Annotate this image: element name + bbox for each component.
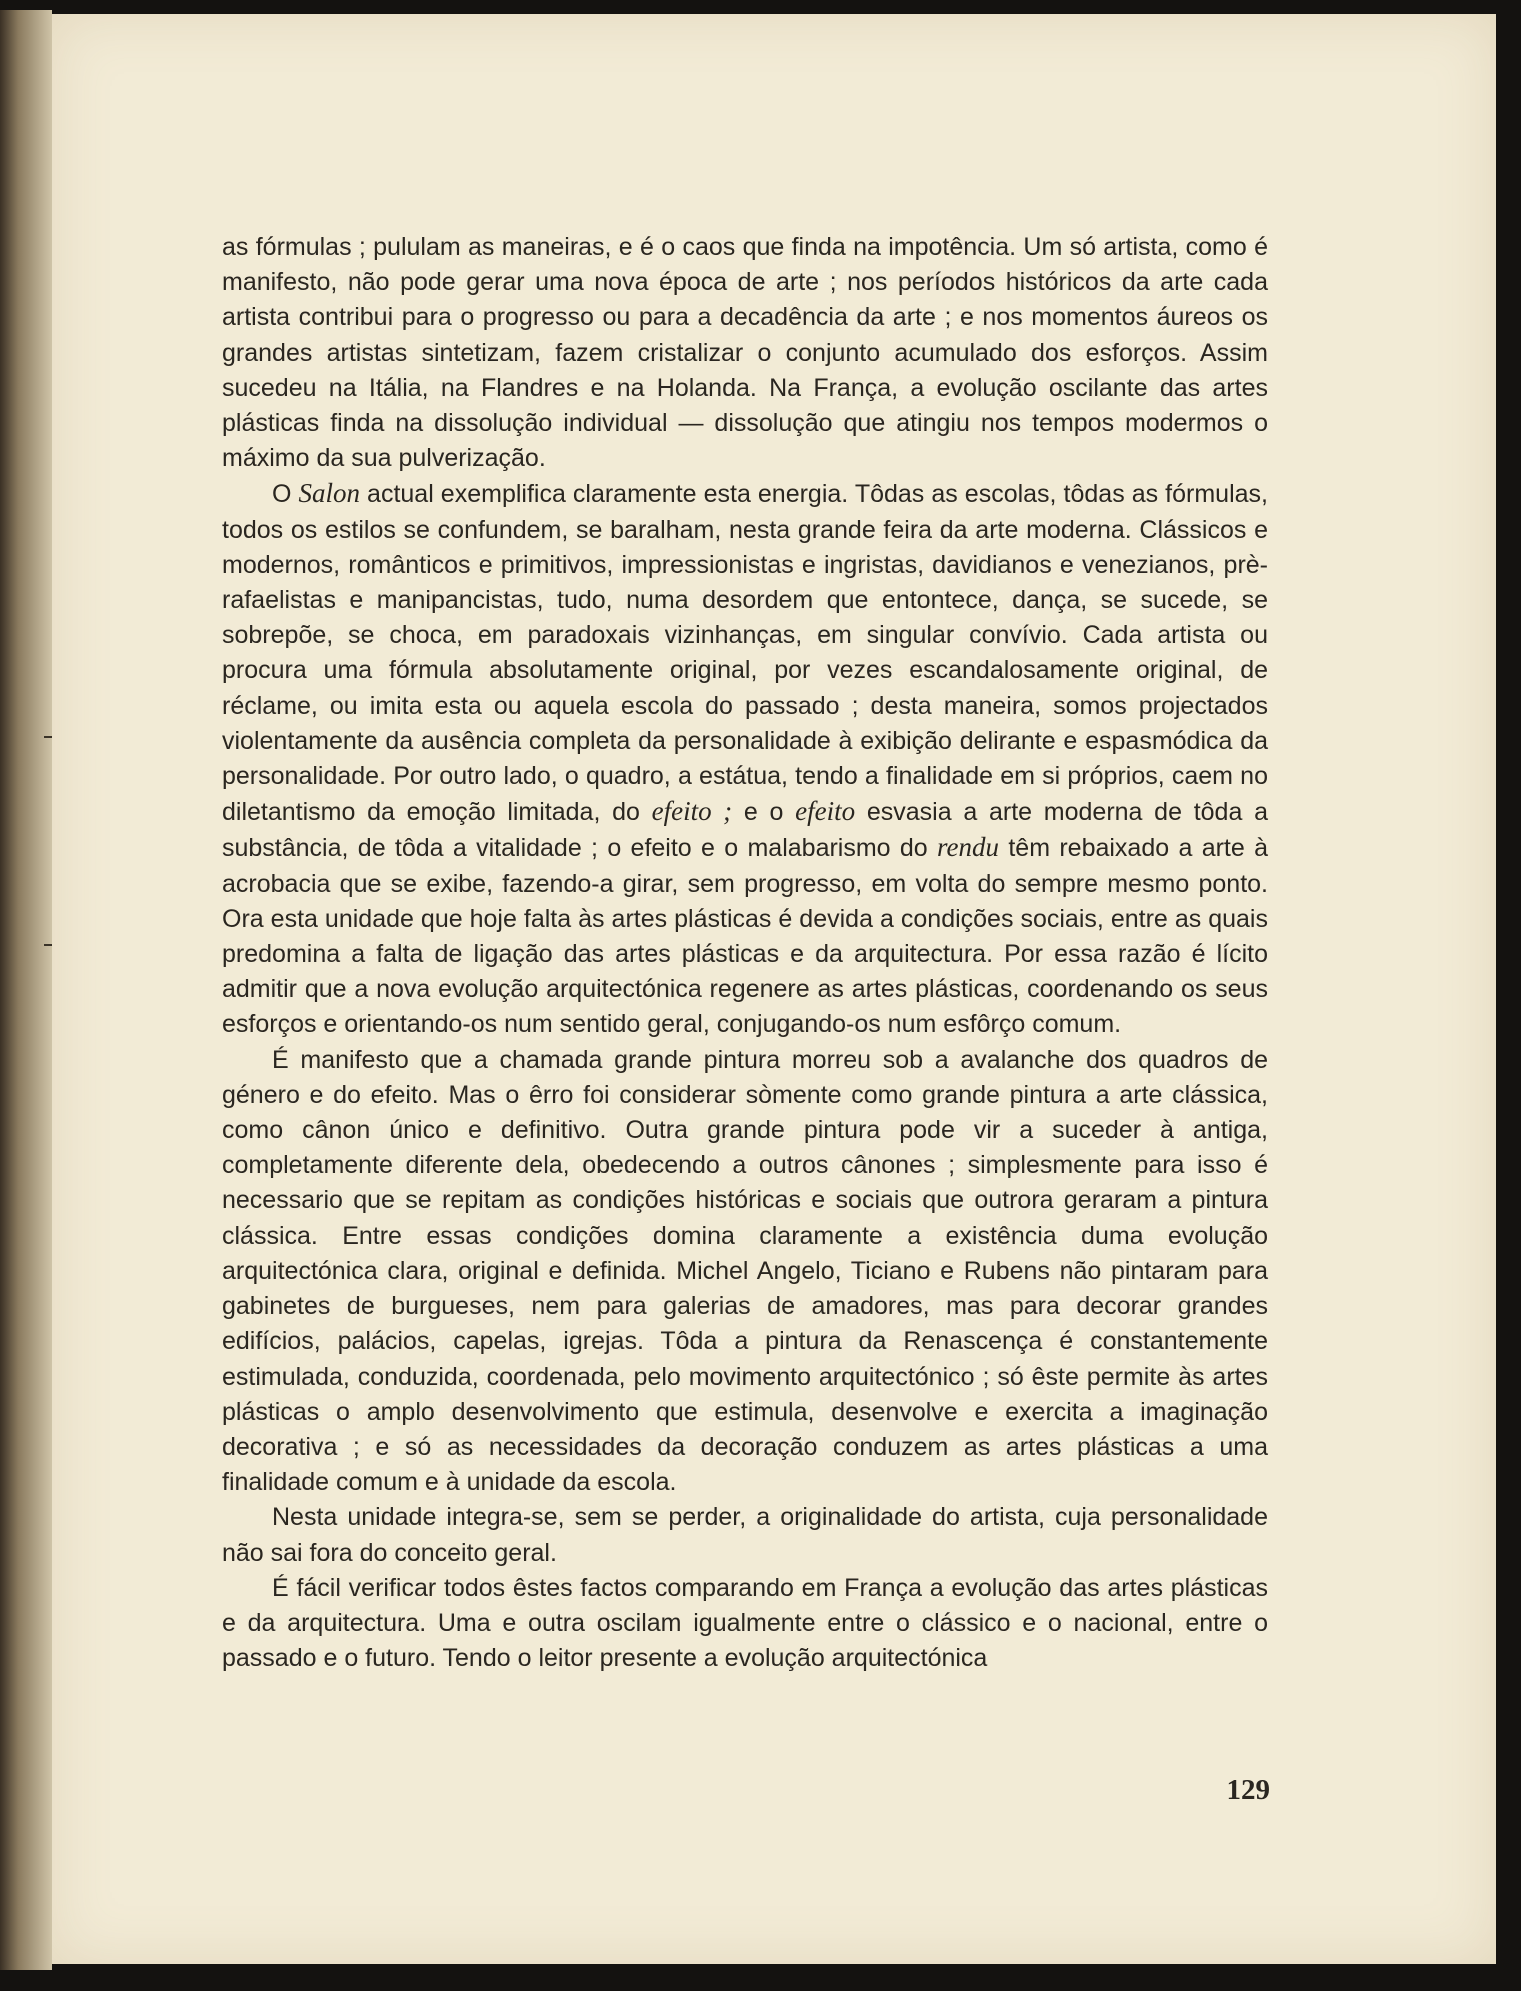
italic-text: efeito ;	[651, 796, 733, 827]
italic-text: rendu	[937, 832, 1000, 863]
paragraph	[222, 1043, 1268, 1501]
text-segment: actual exemplifica claramente esta energia. Tôdas as escolas, tôdas as fórmulas, todos os estilos se confundem, se baralham, nesta grande feira da arte moderna. Clássicos e modernos, românticos e primitivos, impressionistas e ingristas, davidianos e venezianos, prè-rafaelistas e manipancistas, tudo, numa desordem que entontece, dança, se sucede, se sobrepõe, se choca, em paradoxais vizinhanças, em singular convívio. Cada artista ou procura uma fórmula absolutamente original, por vezes escandalosamente original, de réclame, ou imita esta ou aquela escola do passado ; desta maneira, somos projectados violentamente da ausência completa da personalidade à exibição delirante e espasmódica da personalidade. Por outro lado, o quadro, a estátua, tendo a finalidade em si próprios, caem no diletantismo da emoção limitada, do	[222, 480, 1268, 827]
text-segment: Nesta unidade integra-se, sem se perder, a originalidade do artista, cuja personalidade não sai fora do conceito geral.	[222, 1503, 1268, 1567]
text-segment: O	[272, 480, 299, 509]
paragraph	[222, 230, 1268, 476]
text-segment: É fácil verificar todos êstes factos comparando em França a evolução das artes plásticas e da arquitectura. Uma e outra oscilam igualmente entre o clássico e o nacional, entre o passado e o futuro. Tendo o leitor presente a evolução arquitectónica	[222, 1573, 1268, 1673]
paragraph	[222, 1571, 1268, 1677]
paragraph	[222, 1500, 1268, 1570]
text-segment: e o	[732, 798, 796, 827]
italic-text: Salon	[298, 478, 361, 509]
text-segment: têm rebaixado a arte à acrobacia que se exibe, fazendo-a girar, sem progresso, em volta do sempre mesmo ponto. Ora esta unidade que hoje falta às artes plásticas é devida a condições sociais, entre as quais predomina a falta de ligação das artes plásticas e da arquitectura. Por essa razão é lícito admitir que a nova evolução arquitectónica regenere as artes plásticas, coordenando os seus esforços e orientando-os num sentido geral, conjugando-os num esfôrço comum.	[222, 834, 1268, 1039]
text-segment: as fórmulas ; pululam as maneiras, e é o caos que finda na impotência. Um só artista, como é manifesto, não pode gerar uma nova época de arte ; nos períodos históricos da arte cada artista contribui para o progresso ou para a decadência da arte ; e nos momentos áureos os grandes artistas sintetizam, fazem cristalizar o conjunto acumulado dos esforços. Assim sucedeu na Itália, na Flandres e na Holanda. Na França, a evolução oscilante das artes plásticas finda na dissolução individual — dissolução que atingiu nos tempos modermos o máximo da sua pulverização.	[222, 233, 1268, 473]
text-segment: esvasia a arte moderna de tôda a substância, de tôda a vitalidade ; o efeito e o malabarismo do	[222, 798, 1268, 863]
page-number: 129	[1226, 1774, 1270, 1806]
italic-text: efeito	[795, 796, 856, 827]
book-binding-edge	[0, 10, 52, 1970]
body-text	[222, 230, 1268, 1676]
text-segment: É manifesto que a chamada grande pintura morreu sob a avalanche dos quadros de género e do efeito. Mas o êrro foi considerar sòmente como grande pintura a arte clássica, como cânon único e definitivo. Outra grande pintura pode vir a suceder à antiga, completamente diferente dela, obedecendo a outros cânones ; simplesmente para isso é necessario que se repitam as condições históricas e sociais que outrora geraram a pintura clássica. Entre essas condições domina claramente a existência duma evolução arquitectónica clara, original e definida. Michel Angelo, Ticiano e Rubens não pintaram para gabinetes de burgueses, nem para galerias de amadores, mas para decorar grandes edifícios, palácios, capelas, igrejas. Tôda a pintura da Renascença é constantemente estimulada, conduzida, coordenada, pelo movimento arquitectónico ; só êste permite às artes plásticas o amplo desenvolvimento que estimula, desenvolve e exercita a imaginação decorativa ; e só as necessidades da decoração conduzem as artes plásticas a uma finalidade comum e à unidade da escola.	[222, 1045, 1268, 1497]
paragraph	[222, 476, 1268, 1042]
